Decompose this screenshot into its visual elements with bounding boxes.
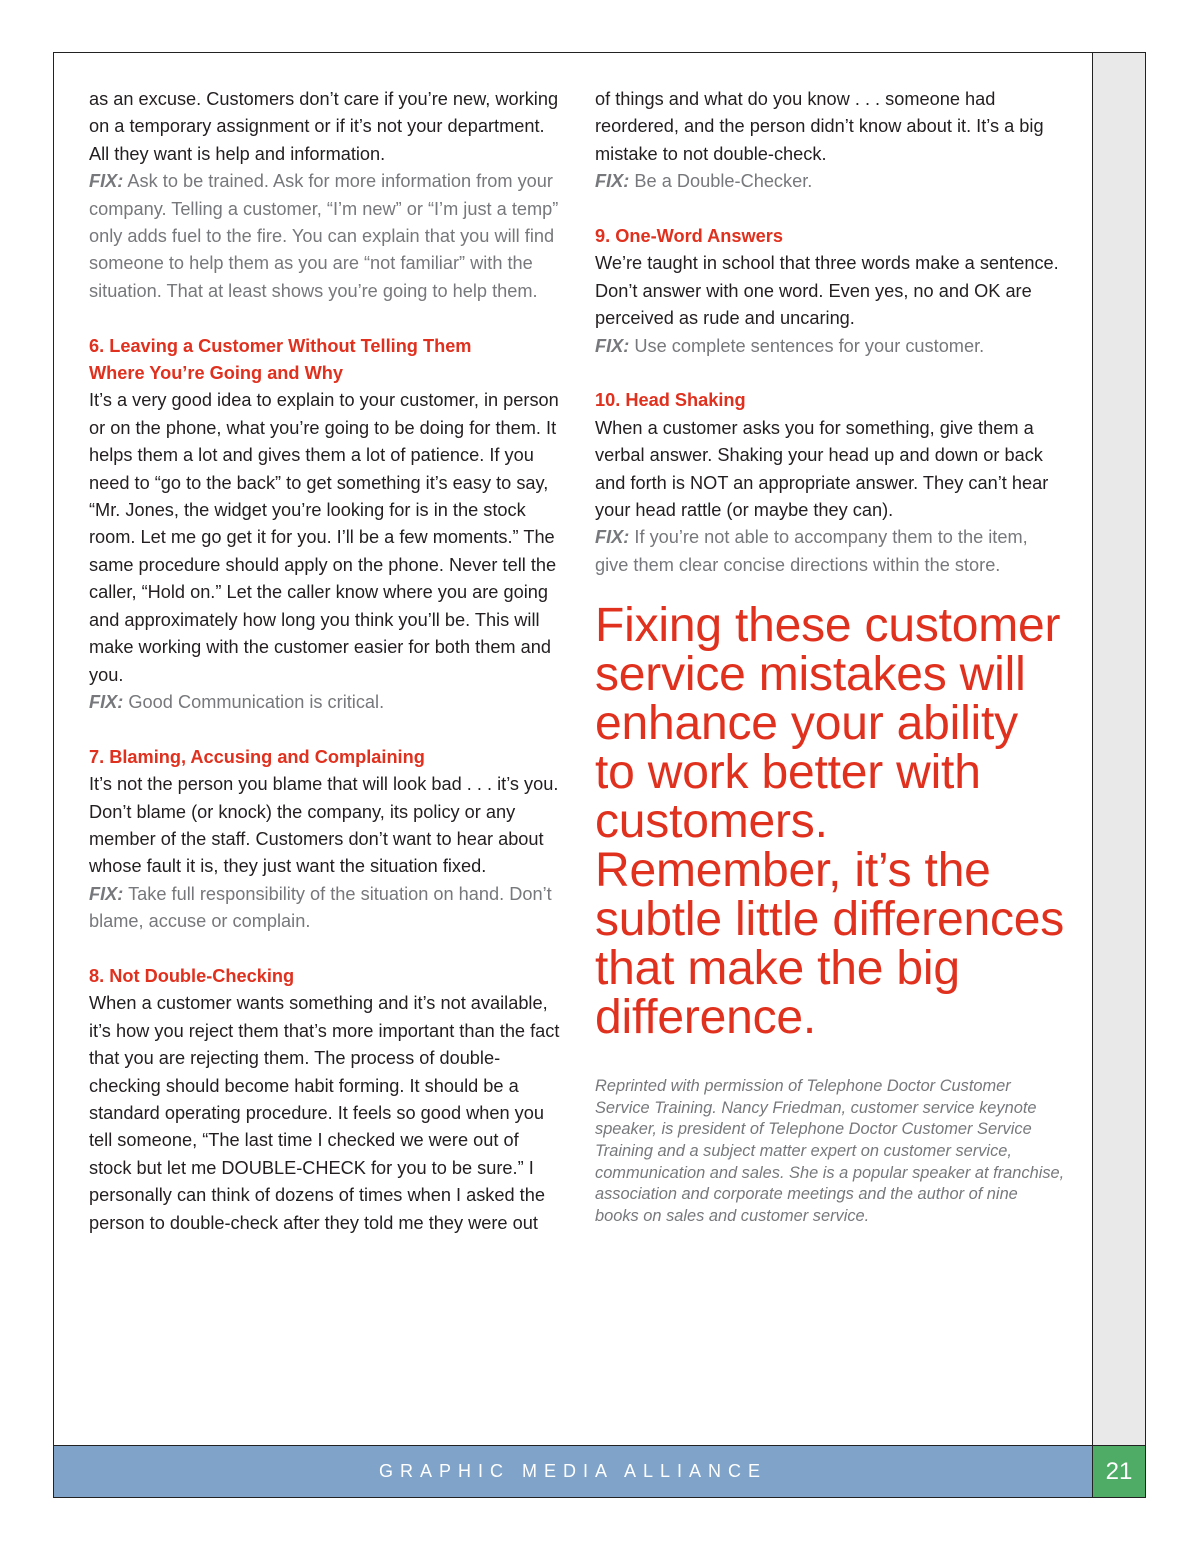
intro-paragraph: as an excuse. Customers don’t care if you’re new, working on a temporary assignment or if it’s not your department. All they want is help and information. bbox=[89, 89, 559, 164]
section-7-heading: 7. Blaming, Accusing and Complaining bbox=[89, 746, 425, 767]
intro-fix bbox=[89, 168, 564, 305]
section-9-fix bbox=[595, 333, 1065, 360]
right-column bbox=[595, 86, 1065, 1227]
fix-label: FIX: bbox=[89, 171, 124, 192]
fix-text: Use complete sentences for your customer. bbox=[629, 335, 985, 356]
section-7-body: It’s not the person you blame that will look bad . . . it’s you. Don’t blame (or knock) the company, its policy or any member of the staff. Customers don’t want to hear about whose fault it is, they just want the situation fixed. bbox=[89, 774, 559, 877]
fix-text: Be a Double-Checker. bbox=[629, 171, 813, 192]
fix-label: FIX: bbox=[595, 527, 630, 548]
fix-label: FIX: bbox=[595, 171, 630, 192]
pull-quote: Fixing these customer service mistakes will enhance your ability to work better with customers. Remember, it’s the subtle little differences that make the big difference. bbox=[595, 599, 1065, 1045]
section-8-body: When a customer wants something and it’s not available, it’s how you reject them that’s more important than the fact that you are rejecting them. The process of double-checking should become habit forming. It should be a standard operating procedure. It feels so good when you tell someone, “The last time I checked we were out of stock but let me DOUBLE-CHECK for you to be sure.” I personally can think of dozens of times when I asked the person to double-check after they told me they were out bbox=[89, 993, 560, 1233]
section-10-heading: 10. Head Shaking bbox=[595, 390, 746, 411]
page-number: 21 bbox=[1092, 1445, 1145, 1497]
footer-brand: GRAPHIC MEDIA ALLIANCE bbox=[378, 1461, 768, 1481]
fix-label: FIX: bbox=[595, 335, 630, 356]
section-7-fix bbox=[89, 881, 564, 936]
section-8-fix bbox=[595, 168, 1065, 195]
fix-text: Take full responsibility of the situation on hand. Don’t blame, accuse or complain. bbox=[89, 883, 552, 932]
section-10-fix bbox=[595, 524, 1065, 579]
section-6-heading: 6. Leaving a Customer Without Telling Them Where You’re Going and Why bbox=[89, 335, 472, 384]
section-9-heading: 9. One-Word Answers bbox=[595, 226, 783, 247]
section-6-body: It’s a very good idea to explain to your customer, in person or on the phone, what you’re going to be doing for them. It helps them a lot and gives them a lot of patience. If you need to “go to the back” to get something it’s easy to say, “Mr. Jones, the widget you’re looking for is in the stock room. Let me go get it for you. I’ll be a few moments.” The same procedure should apply on the phone. Never tell the caller, “Hold on.” Let the caller know where you are going and approximately how long you think you’ll be. This will make working with the customer easier for both them and you. bbox=[89, 390, 559, 685]
section-9-body: We’re taught in school that three words make a sentence. Don’t answer with one word. Even yes, no and OK are perceived as rude and uncaring. bbox=[595, 253, 1059, 329]
fix-text: If you’re not able to accompany them to the item, give them clear concise directions within the store. bbox=[595, 527, 1028, 575]
section-6-fix bbox=[89, 689, 564, 716]
section-8-heading: 8. Not Double-Checking bbox=[89, 965, 295, 986]
left-column bbox=[89, 86, 564, 1237]
fix-label: FIX: bbox=[89, 883, 124, 904]
footer-bar bbox=[54, 1445, 1092, 1497]
side-margin-strip bbox=[1092, 53, 1145, 1445]
reprint-credit: Reprinted with permission of Telephone Doctor Customer Service Training. Nancy Friedman, customer service keynote speaker, is president of Telephone Doctor Customer Service Training and a subject matter expert on customer service, communication and sales. She is a popular speaker at franchise, association and corporate meetings and the author of nine books on sales and customer service. bbox=[595, 1077, 1065, 1225]
section-10-body: When a customer asks you for something, give them a verbal answer. Shaking your head up and down or back and forth is NOT an appropriate answer. They can’t hear your head rattle (or maybe they can). bbox=[595, 417, 1049, 521]
section-8-continued: of things and what do you know . . . someone had reordered, and the person didn’t know about it. It’s a big mistake to not double-check. bbox=[595, 89, 1044, 164]
fix-text: Good Communication is critical. bbox=[123, 691, 385, 712]
fix-text: Ask to be trained. Ask for more information from your company. Telling a customer, “I’m new” or “I’m just a temp” only adds fuel to the fire. You can explain that you will find someone to help them as you are “not familiar” with the situation. That at least shows you’re going to help them. bbox=[89, 171, 559, 301]
fix-label: FIX: bbox=[89, 691, 124, 712]
